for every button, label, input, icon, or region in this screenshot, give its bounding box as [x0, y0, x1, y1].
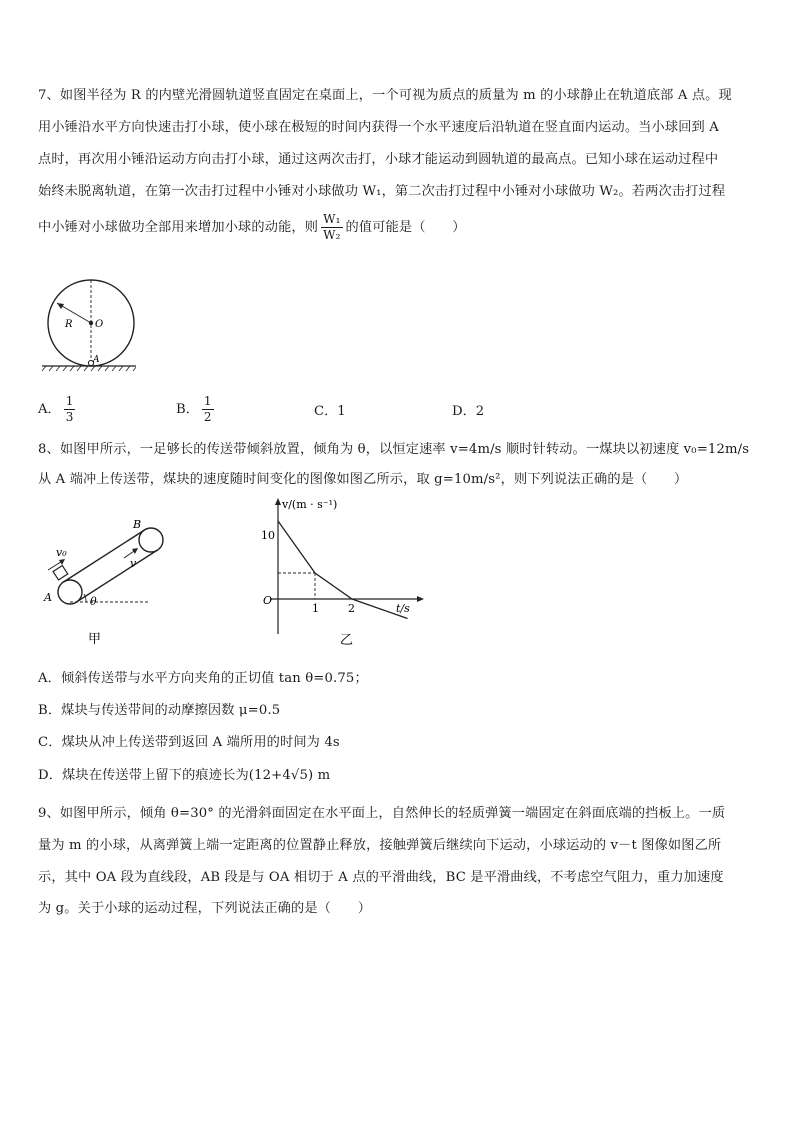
label-A: A — [93, 355, 100, 365]
caption-yi: 乙 — [340, 633, 354, 648]
q8-option-c: C．煤块从冲上传送带到返回 A 端所用的时间为 4s — [38, 735, 340, 750]
q7-option-d: D．2 — [452, 404, 485, 419]
q7-line-3: 点时，再次用小锤沿运动方向击打小球，通过这两次击打，小球才能运动到圆轨道的最高点。已知小球在运动过程中 — [38, 152, 719, 167]
coal-block — [53, 566, 68, 580]
ground-hatching — [42, 366, 136, 371]
label-theta: θ — [90, 595, 97, 608]
option-a-den: 3 — [65, 410, 74, 424]
velocity-line — [278, 521, 408, 619]
option-b-fraction — [202, 394, 214, 425]
w1-over-w2-fraction — [321, 212, 342, 243]
q7-line-4: 始终未脱离轨道，在第一次击打过程中小锤对小球做功 W₁，第二次击打过程中小锤对小球做功 W₂。若两次击打过程 — [38, 184, 726, 199]
x-tick-1: 1 — [312, 602, 319, 615]
option-a-num: 1 — [65, 394, 74, 408]
option-a-label: A． — [38, 402, 61, 417]
x-tick-2: 2 — [348, 602, 355, 615]
q8-line-1: 8、如图甲所示，一足够长的传送带倾斜放置，倾角为 θ，以恒定速率 v=4m/s 顺时针转动。一煤块以初速度 v₀=12m/s — [38, 442, 750, 457]
option-a-fraction — [64, 394, 76, 425]
q7-line-5-after: 的值可能是（ ） — [345, 220, 466, 235]
q9-line-4: 为 g。关于小球的运动过程，下列说法正确的是（ ） — [38, 901, 372, 916]
option-b-num: 1 — [203, 394, 212, 408]
frac-denominator: W₂ — [323, 228, 341, 242]
label-R: R — [65, 319, 73, 330]
circle-track-figure — [36, 276, 136, 374]
q8-option-b: B．煤块与传送带间的动摩擦因数 μ=0.5 — [38, 703, 281, 718]
belt-top — [64, 530, 145, 582]
label-A-jia: A — [44, 591, 52, 604]
belt-bottom — [77, 550, 158, 602]
label-v: v — [130, 557, 137, 570]
conveyor-figure-jia — [38, 508, 188, 648]
q8-option-a: A．倾斜传送带与水平方向夹角的正切值 tan θ=0.75； — [38, 671, 368, 686]
q7-line-5 — [38, 212, 466, 243]
vt-graph-yi — [252, 494, 432, 652]
q7-option-a — [38, 394, 78, 425]
q7-line-2: 用小锤沿水平方向快速击打小球，使小球在极短的时间内获得一个水平速度后沿轨道在竖直面内运动。当小球回到 A — [38, 120, 719, 135]
center-dot — [89, 321, 93, 325]
belt-arrowhead — [132, 548, 138, 554]
frac-numerator: W₁ — [323, 212, 341, 226]
theta-arc — [84, 594, 86, 602]
q9-line-2: 量为 m 的小球，从离弹簧上端一定距离的位置静止释放，接触弹簧后继续向下运动，小球运动的 v－t 图像如图乙所 — [38, 838, 722, 853]
y-axis-arrowhead — [275, 498, 281, 505]
label-O: O — [95, 319, 104, 330]
q8-line-2: 从 A 端冲上传送带，煤块的速度随时间变化的图像如图乙所示，取 g=10m/s²，则下列说法正确的是（ ） — [38, 472, 688, 487]
label-B: B — [133, 518, 142, 531]
label-v0: v₀ — [56, 546, 67, 559]
q9-line-1: 9、如图甲所示，倾角 θ=30° 的光滑斜面固定在水平面上，自然伸长的轻质弹簧一端固定在斜面底端的挡板上。一质 — [38, 806, 726, 821]
q7-option-c: C．1 — [314, 404, 346, 419]
q8-option-d: D．煤块在传送带上留下的痕迹长为(12+4√5) m — [38, 768, 331, 783]
q7-line-1: 7、如图半径为 R 的内壁光滑圆轨道竖直固定在桌面上，一个可视为质点的质量为 m 的小球静止在轨道底部 A 点。现 — [38, 88, 732, 103]
q7-line-5-before: 中小锤对小球做功全部用来增加小球的动能，则 — [38, 220, 319, 235]
y-tick-10: 10 — [261, 529, 275, 542]
x-axis-label: t/s — [396, 602, 410, 615]
q9-line-3: 示，其中 OA 段为直线段，AB 段是与 OA 相切于 A 点的平滑曲线，BC 是平滑曲线，不考虑空气阻力，重力加速度 — [38, 870, 724, 885]
option-b-label: B． — [176, 402, 199, 417]
x-axis-arrowhead — [417, 596, 424, 602]
origin-label: O — [263, 594, 273, 607]
q7-option-b — [176, 394, 217, 425]
caption-jia: 甲 — [88, 632, 102, 647]
y-axis-label: v/(m · s⁻¹) — [282, 498, 338, 511]
option-b-den: 2 — [203, 410, 212, 424]
